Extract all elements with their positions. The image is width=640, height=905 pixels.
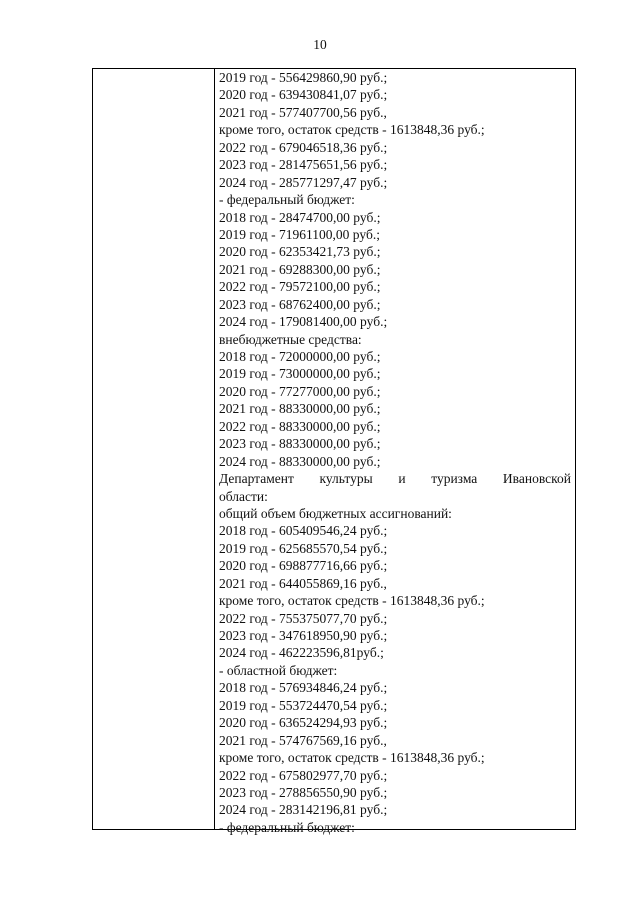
heading-word: Департамент (219, 471, 294, 487)
text-line: - федеральный бюджет: (219, 192, 355, 208)
funding-cell (219, 69, 571, 836)
text-line: 2022 год - 675802977,70 руб.; (219, 767, 388, 783)
text-line: 2018 год - 28474700,00 руб.; (219, 209, 381, 225)
text-line: 2019 год - 625685570,54 руб.; (219, 540, 388, 556)
text-line: 2019 год - 71961100,00 руб.; (219, 226, 380, 242)
text-line: 2018 год - 576934846,24 руб.; (219, 680, 388, 696)
page-number: 10 (313, 37, 327, 52)
text-line: - областной бюджет: (219, 662, 338, 678)
text-line: 2023 год - 68762400,00 руб.; (219, 296, 381, 312)
text-line: 2019 год - 556429860,90 руб.; (219, 70, 388, 85)
text-line: 2022 год - 679046518,36 руб.; (219, 139, 388, 155)
text-line: 2019 год - 73000000,00 руб.; (219, 366, 381, 382)
text-line: 2023 год - 281475651,56 руб.; (219, 157, 388, 173)
text-line: внебюджетные средства: (219, 331, 362, 347)
text-line: 2024 год - 462223596,81руб.; (219, 645, 384, 661)
text-line: 2021 год - 644055869,16 руб., (219, 575, 387, 591)
text-line: 2019 год - 553724470,54 руб.; (219, 697, 388, 713)
text-line: области: (219, 488, 268, 504)
text-line: 2020 год - 698877716,66 руб.; (219, 558, 388, 574)
funding-table (92, 68, 576, 835)
heading-word: Ивановской (502, 471, 571, 487)
text-line: кроме того, остаток средств - 1613848,36 руб.; (219, 593, 485, 609)
text-line: 2023 год - 347618950,90 руб.; (219, 628, 388, 643)
text-line: 2021 год - 69288300,00 руб.; (219, 261, 381, 277)
heading-word: и (398, 471, 406, 487)
text-line: 2020 год - 77277000,00 руб.; (219, 383, 381, 399)
text-line: 2024 год - 283142196,81 руб.; (219, 802, 388, 818)
heading-word: туризма (431, 471, 478, 487)
text-line: 2018 год - 605409546,24 руб.; (219, 523, 388, 539)
text-line: - федеральный бюджет: (219, 819, 355, 835)
text-line: 2023 год - 278856550,90 руб.; (219, 784, 388, 800)
heading-word: культуры (319, 471, 373, 487)
text-line: 2022 год - 88330000,00 руб.; (219, 418, 381, 434)
text-line: 2021 год - 88330000,00 руб.; (219, 401, 381, 417)
text-line: 2020 год - 636524294,93 руб.; (219, 715, 388, 731)
text-line: общий объем бюджетных ассигнований: (219, 505, 452, 521)
department-heading (219, 470, 571, 487)
text-line: 2024 год - 179081400,00 руб.; (219, 314, 388, 330)
text-line: 2023 год - 88330000,00 руб.; (219, 436, 381, 452)
text-line: 2018 год - 72000000,00 руб.; (219, 349, 381, 364)
text-line: 2021 год - 577407700,56 руб., (219, 104, 387, 120)
column-divider (214, 69, 215, 829)
text-line: 2024 год - 285771297,47 руб.; (219, 174, 388, 190)
text-line: 2024 год - 88330000,00 руб.; (219, 453, 381, 469)
text-line: кроме того, остаток средств - 1613848,36 руб.; (219, 750, 485, 766)
text-line: кроме того, остаток средств - 1613848,36 руб.; (219, 122, 485, 138)
text-line: 2022 год - 79572100,00 руб.; (219, 279, 381, 295)
text-line: 2022 год - 755375077,70 руб.; (219, 610, 388, 626)
text-line: 2020 год - 639430841,07 руб.; (219, 87, 388, 103)
text-line: 2020 год - 62353421,73 руб.; (219, 244, 381, 260)
text-line: 2021 год - 574767569,16 руб., (219, 732, 387, 748)
